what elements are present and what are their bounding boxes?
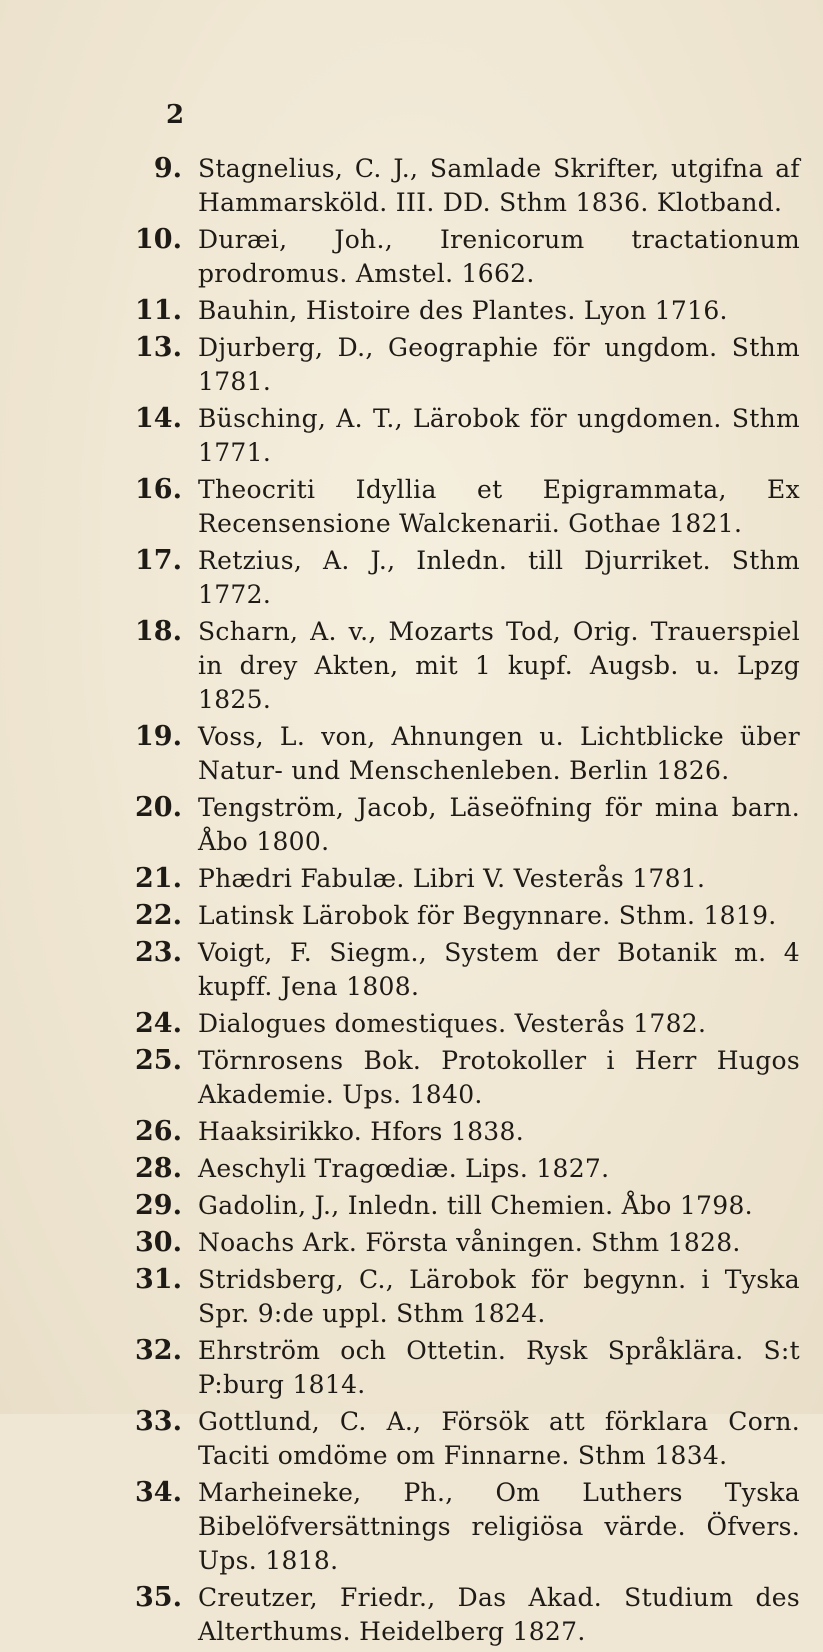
entry-text: Noachs Ark. Första våningen. Sthm 1828. xyxy=(198,1228,741,1257)
entry-number: 28. xyxy=(135,1153,182,1184)
entry-text: Phædri Fabulæ. Libri V. Vesterås 1781. xyxy=(198,864,706,893)
entry-text: Duræi, Joh., Irenicorum tractationum prodromus. Amstel. 1662. xyxy=(198,225,800,288)
entry-number: 19. xyxy=(135,721,182,752)
catalogue-entry xyxy=(120,720,800,788)
entry-number: 10. xyxy=(135,224,182,255)
catalogue-entry xyxy=(120,899,800,933)
entry-number: 22. xyxy=(135,900,182,931)
catalogue-entry xyxy=(120,473,800,541)
catalogue-entry xyxy=(120,791,800,859)
entry-number: 35. xyxy=(135,1582,182,1613)
catalogue-entry xyxy=(120,402,800,470)
entry-number: 29. xyxy=(135,1190,182,1221)
entry-number: 31. xyxy=(135,1264,182,1295)
entry-number: 9. xyxy=(153,153,182,184)
entry-number: 11. xyxy=(135,295,182,326)
entry-number: 18. xyxy=(135,616,182,647)
entry-number: 14. xyxy=(135,403,182,434)
catalogue-entry xyxy=(120,1476,800,1578)
catalogue-entry xyxy=(120,1007,800,1041)
entry-number: 13. xyxy=(135,332,182,363)
catalogue-entry xyxy=(120,544,800,612)
entry-number: 24. xyxy=(135,1008,182,1039)
page-number: 2 xyxy=(166,100,185,130)
catalogue-entry xyxy=(120,1044,800,1112)
entry-number: 20. xyxy=(135,792,182,823)
entry-text: Stridsberg, C., Lärobok för begynn. i Tyska Spr. 9:de uppl. Sthm 1824. xyxy=(198,1265,800,1328)
entry-text: Tengström, Jacob, Läseöfning för mina barn. Åbo 1800. xyxy=(198,793,800,856)
catalogue-entry xyxy=(120,1581,800,1649)
entry-text: Bauhin, Histoire des Plantes. Lyon 1716. xyxy=(198,296,728,325)
catalogue-entry xyxy=(120,1226,800,1260)
catalogue-entry xyxy=(120,152,800,220)
entry-text: Creutzer, Friedr., Das Akad. Studium des Alterthums. Heidelberg 1827. xyxy=(198,1583,800,1646)
entry-number: 34. xyxy=(135,1477,182,1508)
catalogue-entry xyxy=(120,615,800,717)
entry-text: Theocriti Idyllia et Epigrammata, Ex Recensensione Walckenarii. Gothae 1821. xyxy=(198,475,800,538)
entry-text: Stagnelius, C. J., Samlade Skrifter, utgifna af Hammarsköld. III. DD. Sthm 1836. Klotband. xyxy=(198,154,800,217)
entry-text: Marheineke, Ph., Om Luthers Tyska Bibelöfversättnings religiösa värde. Öfvers. Ups. 1818. xyxy=(198,1478,800,1575)
entry-text: Latinsk Lärobok för Begynnare. Sthm. 1819. xyxy=(198,901,777,930)
entry-number: 32. xyxy=(135,1335,182,1366)
catalogue-entry xyxy=(120,1189,800,1223)
catalogue-entry xyxy=(120,331,800,399)
entry-number: 16. xyxy=(135,474,182,505)
catalogue-entry xyxy=(120,223,800,291)
catalogue-entry xyxy=(120,862,800,896)
catalogue-entry xyxy=(120,936,800,1004)
entry-text: Djurberg, D., Geographie för ungdom. Sthm 1781. xyxy=(198,333,800,396)
entry-text: Gottlund, C. A., Försök att förklara Corn. Taciti omdöme om Finnarne. Sthm 1834. xyxy=(198,1407,800,1470)
catalogue-entry xyxy=(120,1334,800,1402)
catalogue-entry xyxy=(120,1115,800,1149)
entry-number: 33. xyxy=(135,1406,182,1437)
entry-text: Voss, L. von, Ahnungen u. Lichtblicke über Natur- und Menschenleben. Berlin 1826. xyxy=(198,722,800,785)
entry-number: 26. xyxy=(135,1116,182,1147)
entry-text: Gadolin, J., Inledn. till Chemien. Åbo 1798. xyxy=(198,1191,753,1220)
entry-number: 23. xyxy=(135,937,182,968)
entry-number: 21. xyxy=(135,863,182,894)
entry-text: Retzius, A. J., Inledn. till Djurriket. Sthm 1772. xyxy=(198,546,800,609)
entry-text: Ehrström och Ottetin. Rysk Språklära. S:t P:burg 1814. xyxy=(198,1336,800,1399)
entry-text: Büsching, A. T., Lärobok för ungdomen. Sthm 1771. xyxy=(198,404,800,467)
entry-text: Voigt, F. Siegm., System der Botanik m. 4 kupff. Jena 1808. xyxy=(198,938,800,1001)
entry-number: 30. xyxy=(135,1227,182,1258)
catalogue-list xyxy=(120,152,800,1652)
entry-text: Scharn, A. v., Mozarts Tod, Orig. Trauerspiel in drey Akten, mit 1 kupf. Augsb. u. Lpzg 1825. xyxy=(198,617,800,714)
entry-text: Dialogues domestiques. Vesterås 1782. xyxy=(198,1009,707,1038)
entry-number: 25. xyxy=(135,1045,182,1076)
catalogue-entry xyxy=(120,1405,800,1473)
entry-text: Haaksirikko. Hfors 1838. xyxy=(198,1117,524,1146)
catalogue-entry xyxy=(120,1263,800,1331)
entry-number: 17. xyxy=(135,545,182,576)
catalogue-entry xyxy=(120,294,800,328)
entry-text: Törnrosens Bok. Protokoller i Herr Hugos Akademie. Ups. 1840. xyxy=(198,1046,800,1109)
catalogue-entry xyxy=(120,1152,800,1186)
entry-text: Aeschyli Tragœdiæ. Lips. 1827. xyxy=(198,1154,610,1183)
